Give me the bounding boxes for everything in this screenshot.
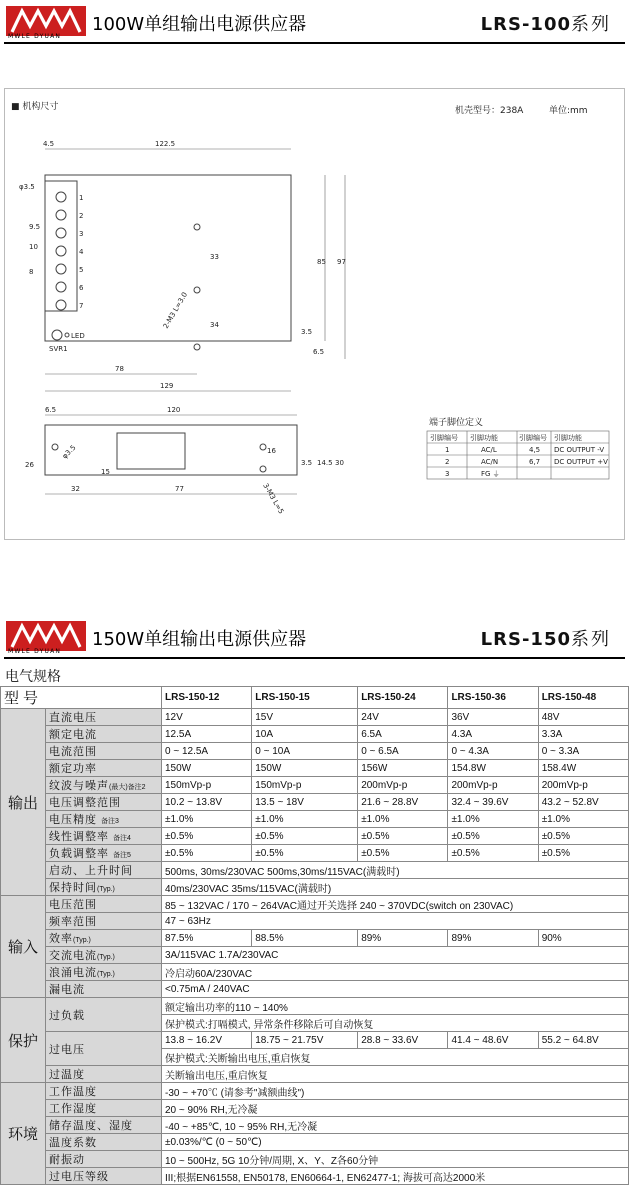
value-cell: 28.8 ~ 33.6V	[358, 1032, 448, 1049]
group-input: 输入	[1, 896, 46, 998]
value-cell: 150mVp-p	[162, 777, 252, 794]
item-label: 频率范围	[46, 913, 162, 930]
spec-row	[1, 930, 629, 947]
value-cell: 48V	[538, 709, 628, 726]
spec-row	[1, 1100, 629, 1117]
value-cell: 88.5%	[252, 930, 358, 947]
pin-table	[427, 431, 609, 479]
pin-head-1: 引脚编号	[430, 434, 458, 442]
model-col: LRS-150-24	[358, 687, 448, 709]
item-label: 效率(Typ.)	[46, 930, 162, 947]
value-cell: 3A/115VAC 1.7A/230VAC	[162, 947, 629, 964]
value-cell: 85 ~ 132VAC / 170 ~ 264VAC通过开关选择 240 ~ 370VDC(switch on 230VAC)	[162, 896, 629, 913]
value-cell: 3.3A	[538, 726, 628, 743]
pin-label-3: 3	[79, 230, 84, 238]
spec-row	[1, 947, 629, 964]
value-cell: ±0.5%	[358, 828, 448, 845]
dim-phi-side: φ3.5	[60, 443, 78, 461]
header-model: LRS-100系列	[480, 14, 611, 35]
spec-row	[1, 726, 629, 743]
value-cell: 55.2 ~ 64.8V	[538, 1032, 628, 1049]
value-cell: 12V	[162, 709, 252, 726]
spec-row	[1, 1134, 629, 1151]
spec-row	[1, 998, 629, 1015]
brand-logo-text: MWLE DYUAN	[8, 648, 62, 655]
spec-row	[1, 828, 629, 845]
dim-77: 77	[175, 485, 184, 493]
dim-33: 33	[210, 253, 219, 261]
item-label: 浪涌电流(Typ.)	[46, 964, 162, 981]
value-cell: 89%	[448, 930, 538, 947]
spec-row	[1, 981, 629, 998]
item-label: 过负载	[46, 998, 162, 1032]
dim-97: 97	[337, 258, 346, 266]
value-cell: 43.2 ~ 52.8V	[538, 794, 628, 811]
value-cell: 150W	[252, 760, 358, 777]
value-cell: 10.2 ~ 13.8V	[162, 794, 252, 811]
value-cell: 47 ~ 63Hz	[162, 913, 629, 930]
pin-table-title: 端子脚位定义	[429, 418, 484, 428]
value-cell: ±1.0%	[448, 811, 538, 828]
led-label: LED	[71, 332, 85, 340]
value-cell: 32.4 ~ 39.6V	[448, 794, 538, 811]
value-cell: ±0.5%	[448, 845, 538, 862]
pin-label-1: 1	[79, 194, 84, 202]
header-rule	[4, 42, 625, 44]
value-cell: 关断输出电压,重启恢复	[162, 1066, 629, 1083]
value-cell: 10 ~ 500Hz, 5G 10分钟/周期, X、Y、Z各60分钟	[162, 1151, 629, 1168]
spec-header-row	[1, 687, 629, 709]
value-cell: 156W	[358, 760, 448, 777]
value-cell: 15V	[252, 709, 358, 726]
side-hole-3	[260, 466, 266, 472]
value-cell: -30 ~ +70℃ (请参考"减额曲线")	[162, 1083, 629, 1100]
value-cell: 6.5A	[358, 726, 448, 743]
item-label: 额定电流	[46, 726, 162, 743]
pin-label-4: 4	[79, 248, 84, 256]
pin-cell: 3	[445, 470, 450, 478]
dim-3-5c: 3.5	[301, 459, 313, 467]
pin-head-2: 引脚功能	[470, 434, 498, 442]
model-col: LRS-150-15	[252, 687, 358, 709]
spec-row	[1, 913, 629, 930]
value-cell: 12.5A	[162, 726, 252, 743]
item-label: 电流范围	[46, 743, 162, 760]
value-cell: 4.3A	[448, 726, 538, 743]
pin-label-5: 5	[79, 266, 84, 274]
item-label: 直流电压	[46, 709, 162, 726]
dim-34: 34	[210, 321, 219, 329]
pin-cell: 2	[445, 458, 450, 466]
dim-14-5: 14.5	[317, 459, 333, 467]
dim-32: 32	[71, 485, 80, 493]
mount-hole-1	[194, 224, 200, 230]
item-label: 启动、上升时间	[46, 862, 162, 879]
item-label: 电压精度 备注3	[46, 811, 162, 828]
spec-row	[1, 1151, 629, 1168]
spec-row	[1, 1168, 629, 1185]
pin-cell: FG ⏚	[481, 470, 500, 478]
value-cell: ±1.0%	[358, 811, 448, 828]
value-cell: ±0.5%	[252, 828, 358, 845]
spec-row	[1, 896, 629, 913]
header-model: LRS-150系列	[480, 629, 611, 650]
header-lrs100	[0, 2, 629, 46]
side-hole-1	[52, 444, 58, 450]
spec-row	[1, 879, 629, 896]
item-label: 温度系数	[46, 1134, 162, 1151]
mount-hole-2	[194, 287, 200, 293]
item-label: 额定功率	[46, 760, 162, 777]
spec-row	[1, 811, 629, 828]
spec-row	[1, 743, 629, 760]
value-cell: 0 ~ 4.3A	[448, 743, 538, 760]
value-cell: 13.8 ~ 16.2V	[162, 1032, 252, 1049]
pin-head-4: 引脚功能	[554, 434, 582, 442]
spec-row	[1, 1066, 629, 1083]
value-cell: 89%	[358, 930, 448, 947]
item-label: 保持时间(Typ.)	[46, 879, 162, 896]
spec-row	[1, 794, 629, 811]
value-cell: 13.5 ~ 18V	[252, 794, 358, 811]
value-cell: 0 ~ 3.3A	[538, 743, 628, 760]
item-label: 交流电流(Typ.)	[46, 947, 162, 964]
group-environment: 环境	[1, 1083, 46, 1185]
dim-6-5: 6.5	[313, 348, 325, 356]
item-label: 负载调整率 备注5	[46, 845, 162, 862]
mount-hole-3	[194, 344, 200, 350]
spec-section-label: 电气规格	[5, 669, 61, 685]
item-label: 工作温度	[46, 1083, 162, 1100]
svr-pot	[52, 330, 62, 340]
dim-85: 85	[317, 258, 326, 266]
item-label: 过电压等级	[46, 1168, 162, 1185]
spec-row	[1, 1117, 629, 1134]
model-col: LRS-150-12	[162, 687, 252, 709]
value-cell: 200mVp-p	[538, 777, 628, 794]
value-cell: ±0.5%	[448, 828, 538, 845]
dim-16: 16	[267, 447, 276, 455]
value-cell: 21.6 ~ 28.8V	[358, 794, 448, 811]
item-label: 纹波与噪声(最大)备注2	[46, 777, 162, 794]
value-cell: 20 ~ 90% RH,无冷凝	[162, 1100, 629, 1117]
pin-label-6: 6	[79, 284, 84, 292]
value-cell: 24V	[358, 709, 448, 726]
side-view-window	[117, 433, 185, 469]
dim-122-5: 122.5	[155, 140, 176, 148]
dim-m3-side: 3-M3 L=5	[261, 482, 286, 516]
value-cell: 冷启动60A/230VAC	[162, 964, 629, 981]
value-cell: 0 ~ 6.5A	[358, 743, 448, 760]
item-label: 电压范围	[46, 896, 162, 913]
group-protection: 保护	[1, 998, 46, 1083]
value-cell: 200mVp-p	[358, 777, 448, 794]
side-hole-2	[260, 444, 266, 450]
spec-row	[1, 964, 629, 981]
dim-4-5: 4.5	[43, 140, 55, 148]
spec-row	[1, 760, 629, 777]
spec-row	[1, 845, 629, 862]
model-col: LRS-150-48	[538, 687, 628, 709]
item-label: 过电压	[46, 1032, 162, 1066]
pin-cell: 1	[445, 446, 450, 454]
header-lrs150	[0, 617, 629, 661]
dim-8: 8	[29, 268, 34, 276]
value-cell: 18.75 ~ 21.75V	[252, 1032, 358, 1049]
item-label: 电压调整范围	[46, 794, 162, 811]
led-indicator	[65, 333, 69, 337]
value-cell: 500ms, 30ms/230VAC 500ms,30ms/115VAC(满载时)	[162, 862, 629, 879]
value-cell: 154.8W	[448, 760, 538, 777]
type-label: 型号	[1, 687, 162, 709]
header-rule	[4, 657, 625, 659]
value-cell: ±0.5%	[538, 828, 628, 845]
value-cell: -40 ~ +85℃, 10 ~ 95% RH,无冷凝	[162, 1117, 629, 1134]
value-cell: 10A	[252, 726, 358, 743]
value-cell: ±1.0%	[252, 811, 358, 828]
value-cell: <0.75mA / 240VAC	[162, 981, 629, 998]
spec-row	[1, 777, 629, 794]
mechanical-drawing-panel	[4, 88, 625, 540]
value-cell: ±0.5%	[162, 828, 252, 845]
value-cell: ±0.5%	[538, 845, 628, 862]
dim-30: 30	[335, 459, 344, 467]
item-label: 储存温度、湿度	[46, 1117, 162, 1134]
value-cell: ±0.5%	[252, 845, 358, 862]
pin-cell: AC/L	[481, 446, 497, 454]
item-label: 过温度	[46, 1066, 162, 1083]
spec-row	[1, 1083, 629, 1100]
dim-m3-top: 2-M3 L=3.0	[161, 290, 190, 330]
dim-3-5: 3.5	[301, 328, 313, 336]
item-label: 工作湿度	[46, 1100, 162, 1117]
dim-15: 15	[101, 468, 110, 476]
dim-26: 26	[25, 461, 34, 469]
spec-row	[1, 1032, 629, 1049]
drawing-section-label: ■ 机构尺寸	[11, 102, 59, 112]
value-cell: 41.4 ~ 48.6V	[448, 1032, 538, 1049]
dim-9-5: 9.5	[29, 223, 41, 231]
dim-78: 78	[115, 365, 124, 373]
spec-row	[1, 862, 629, 879]
dim-6-5b: 6.5	[45, 406, 57, 414]
value-cell: ±0.03%/℃ (0 ~ 50℃)	[162, 1134, 629, 1151]
mechanical-drawing	[5, 89, 626, 541]
spec-row	[1, 709, 629, 726]
brand-logo-text: MWLE DYUAN	[8, 33, 62, 40]
value-cell: 保护模式:关断输出电压,重启恢复	[162, 1049, 629, 1066]
value-cell: 200mVp-p	[448, 777, 538, 794]
item-label: 线性调整率 备注4	[46, 828, 162, 845]
value-cell: 150mVp-p	[252, 777, 358, 794]
pin-cell: DC OUTPUT +V	[554, 458, 608, 466]
value-cell: 158.4W	[538, 760, 628, 777]
header-title: 150W单组输出电源供应器	[92, 629, 307, 650]
dim-phi-3-5: φ3.5	[19, 183, 35, 191]
terminal-screws	[56, 192, 66, 310]
item-label: 漏电流	[46, 981, 162, 998]
value-cell: ±1.0%	[538, 811, 628, 828]
dim-120: 120	[167, 406, 181, 414]
dim-129: 129	[160, 382, 174, 390]
item-label: 耐振动	[46, 1151, 162, 1168]
value-cell: 额定输出功率的110 ~ 140%	[162, 998, 629, 1015]
header-title: 100W单组输出电源供应器	[92, 14, 307, 35]
unit-label: 单位:mm	[549, 106, 588, 116]
pin-cell: DC OUTPUT -V	[554, 446, 605, 454]
value-cell: ±0.5%	[358, 845, 448, 862]
value-cell: 0 ~ 10A	[252, 743, 358, 760]
value-cell: 90%	[538, 930, 628, 947]
value-cell: ±0.5%	[162, 845, 252, 862]
model-col: LRS-150-36	[448, 687, 538, 709]
pin-cell: AC/N	[481, 458, 499, 466]
pin-label-2: 2	[79, 212, 84, 220]
value-cell: ±1.0%	[162, 811, 252, 828]
value-cell: 40ms/230VAC 35ms/115VAC(满载时)	[162, 879, 629, 896]
spec-table	[0, 686, 629, 1185]
value-cell: 保护模式:打嗝模式, 异常条件移除后可自动恢复	[162, 1015, 629, 1032]
value-cell: 150W	[162, 760, 252, 777]
value-cell: 36V	[448, 709, 538, 726]
value-cell: 87.5%	[162, 930, 252, 947]
pin-label-7: 7	[79, 302, 84, 310]
case-info: 机壳型号：238A	[455, 106, 524, 116]
svr-label: SVR1	[49, 345, 68, 353]
pin-cell: 4,5	[529, 446, 541, 454]
group-output: 输出	[1, 709, 46, 896]
dim-10: 10	[29, 243, 38, 251]
pin-head-3: 引脚编号	[519, 434, 547, 442]
pin-cell: 6,7	[529, 458, 541, 466]
value-cell: 0 ~ 12.5A	[162, 743, 252, 760]
value-cell: III;根据EN61558, EN50178, EN60664-1, EN62477-1; 海拔可高达2000米	[162, 1168, 629, 1185]
